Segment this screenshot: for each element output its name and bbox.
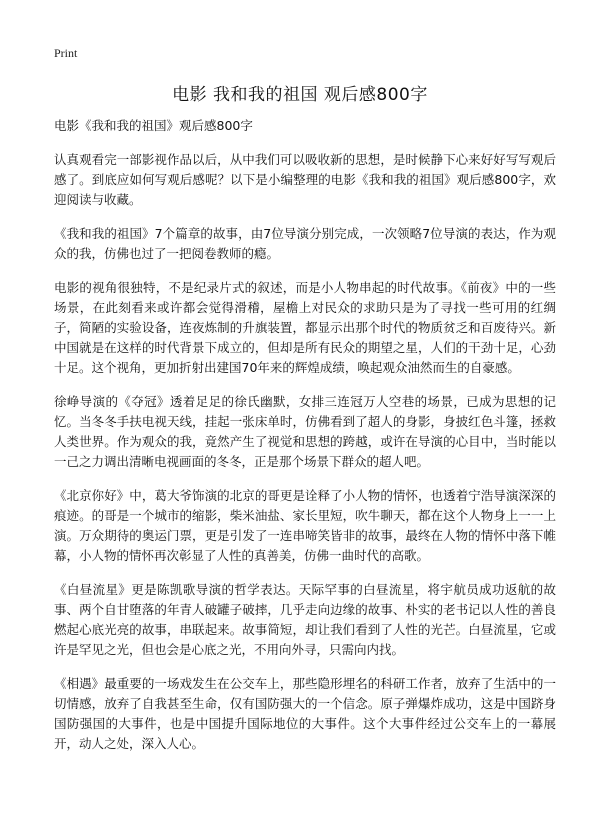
page-title: 电影 我和我的祖国 观后感800字 bbox=[172, 85, 428, 105]
article-body bbox=[54, 116, 556, 768]
paragraph-xiangyu: 《相遇》最重要的一场戏发生在公交车上，那些隐形埋名的科研工作者，放弃了生活中的一切情感，放弃了自我甚至生命，仅有国防强大的一个信念。原子弹爆炸成功，这是中国跻身国防强国的大事件，也是中国提升国际地位的大事件。这个大事件经过公交车上的一幕展开，动人之处，深入人心。 bbox=[54, 676, 556, 751]
paragraph-intro: 认真观看完一部影视作品以后，从中我们可以吸收新的思想，是时候静下心来好好写写观后感了。到底应如何写观后感呢？以下是小编整理的电影《我和我的祖国》观后感800字，欢迎阅读与收藏。 bbox=[54, 152, 556, 207]
paragraph-duoguan: 徐峥导演的《夺冠》透着足足的徐氏幽默，女排三连冠万人空巷的场景，已成为思想的记忆。当冬冬手扶电视天线，挂起一张床单时，仿佛看到了超人的身影，身披红色斗篷，拯救人类世界。作为观众的我，竟然产生了视觉和思想的跨越，或许在导演的心目中，当时能以一己之力调出清晰电视画面的冬冬，正是那个场景下群众的超人吧。 bbox=[54, 394, 556, 469]
paragraph-overview: 《我和我的祖国》7个篇章的故事，由7位导演分别完成，一次领略7位导演的表达，作为观众的我，仿佛也过了一把阅卷教师的瘾。 bbox=[54, 226, 556, 261]
paragraph-qianye: 电影的视角很独特，不是纪录片式的叙述，而是小人物串起的时代故事。《前夜》中的一些场景，在此刻看来或许都会觉得滑稽，屋檐上对民众的求助只是为了寻找一些可用的红绸子，简陋的实验设备，连夜炼制的升旗装置，都显示出那个时代的物质贫乏和百废待兴。新中国就是在这样的时代背景下成立的，但却是所有民众的期望之星，人们的干劲十足，心劲十足。这个视角，更加折射出建国70年来的辉煌成绩，唤起观众油然而生的自豪感。 bbox=[54, 280, 556, 375]
print-link[interactable]: Print bbox=[54, 46, 78, 60]
article-subtitle: 电影《我和我的祖国》观后感800字 bbox=[54, 118, 253, 133]
paragraph-beijing: 《北京你好》中，葛大爷饰演的北京的哥更是诠释了小人物的情怀，也透着宁浩导演深深的痕迹。的哥是一个城市的缩影，柴米油盐、家长里短，吹牛聊天，都在这个人物身上一一上演。万众期待的奥运门票，更是引发了一连串啼笑皆非的故事，最终在人物的情怀中落下帷幕，小人物的情怀再次彰显了人性的真善美，仿佛一曲时代的高歌。 bbox=[54, 488, 556, 563]
paragraph-baizhou: 《白昼流星》更是陈凯歌导演的哲学表达。天际罕事的白昼流星，将宇航员成功返航的故事、两个自甘堕落的年青人破罐子破摔，几乎走向边缘的故事、朴实的老书记以人性的善良燃起心底光亮的故事，串联起来。故事简短，却让我们看到了人性的光芒。白昼流星，它或许是罕见之光，但也会是心底之光，不用向外寻，只需向内找。 bbox=[54, 582, 556, 657]
